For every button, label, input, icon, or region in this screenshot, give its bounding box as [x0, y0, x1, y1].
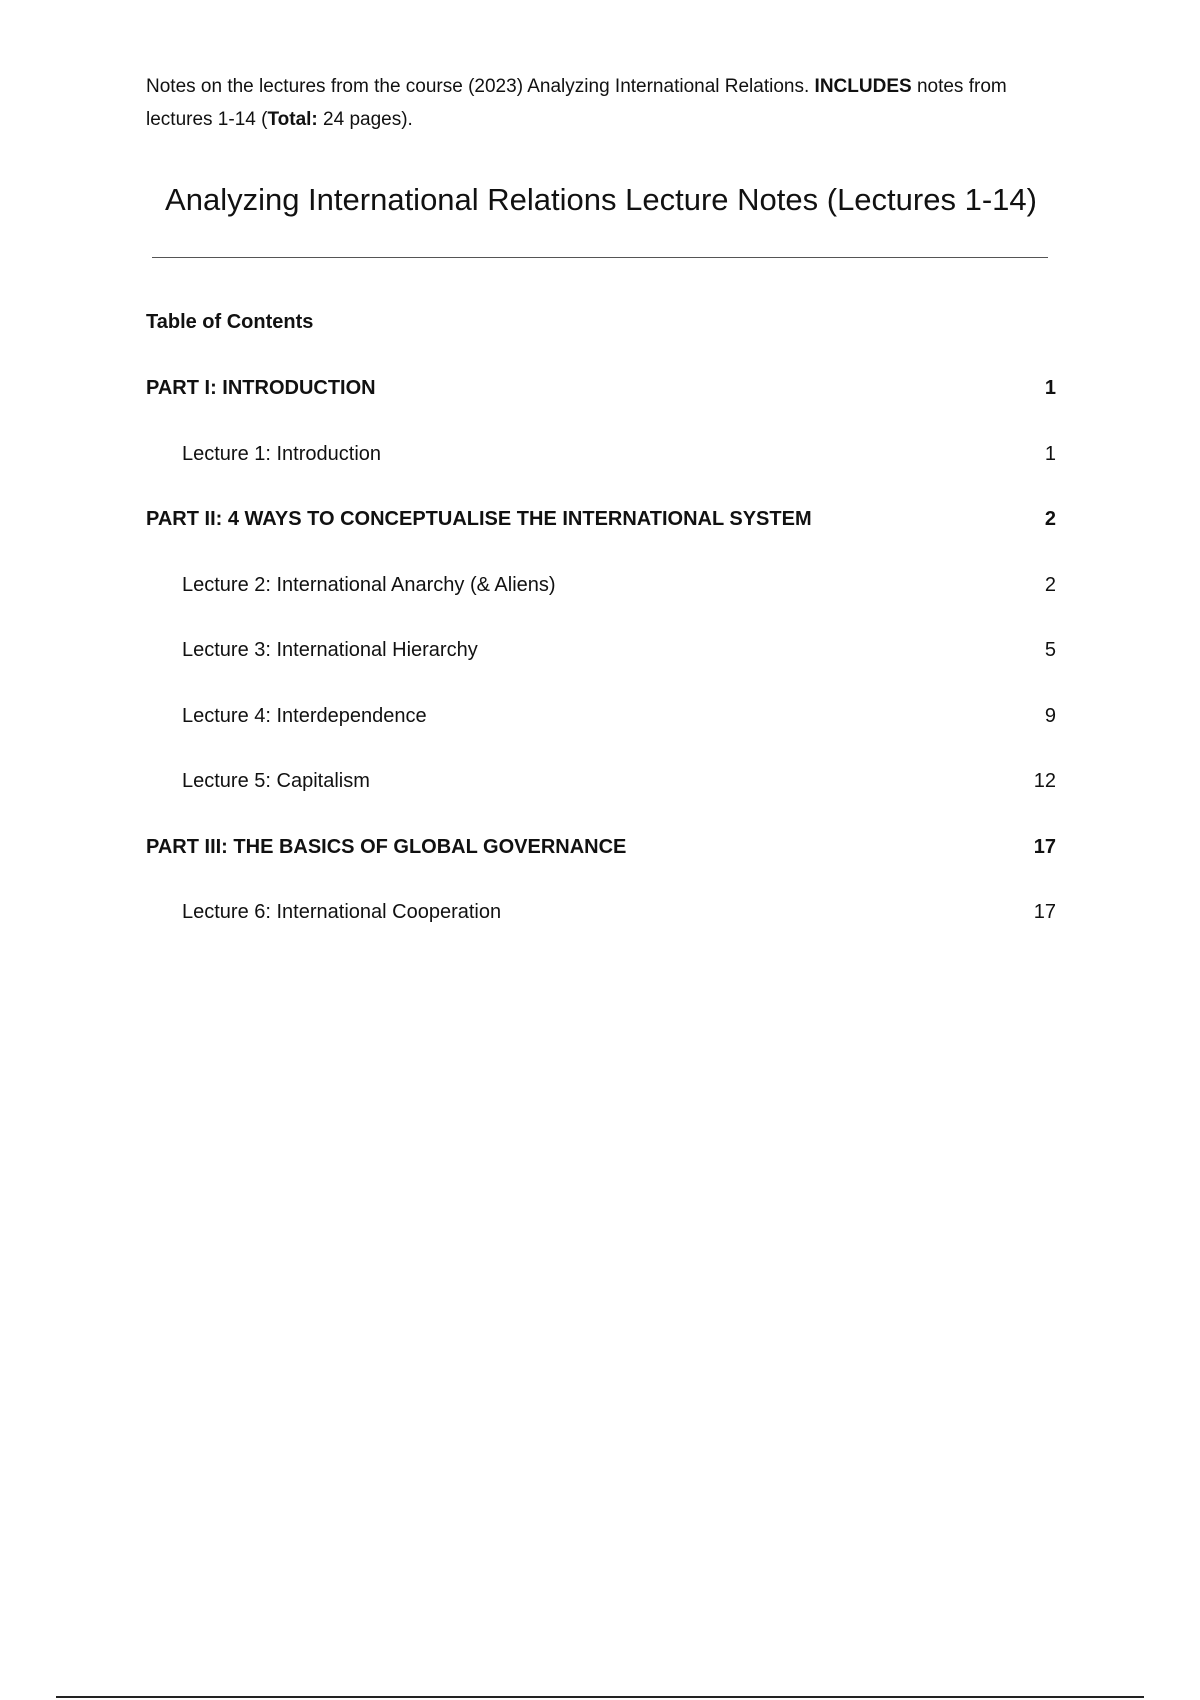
- toc-entry-label: Lecture 5: Capitalism: [182, 770, 370, 792]
- toc-heading: Table of Contents: [146, 311, 314, 333]
- toc-entry-page: 17: [1033, 835, 1056, 858]
- toc-entry-label: Lecture 2: International Anarchy (& Aliens): [182, 573, 556, 596]
- toc-entry-page: 2: [1044, 573, 1056, 596]
- toc-entry-label: Lecture 4: Interdependence: [182, 704, 427, 727]
- toc-entry-label: PART III: THE BASICS OF GLOBAL GOVERNANCE: [146, 835, 627, 858]
- toc-entry-page: 2: [1044, 508, 1056, 530]
- toc-entry-lecture-4[interactable]: [146, 702, 1056, 768]
- toc-entry-lecture-6[interactable]: [146, 898, 1056, 964]
- intro-bold-total: Total:: [267, 109, 318, 130]
- toc-entry-label: PART II: 4 WAYS TO CONCEPTUALISE THE INTERNATIONAL SYSTEM: [146, 508, 812, 530]
- intro-text-3: 24 pages).: [317, 109, 413, 130]
- toc-entry-lecture-3[interactable]: [146, 636, 1056, 702]
- toc-entry-label: Lecture 3: International Hierarchy: [182, 639, 478, 661]
- page-bottom-divider: [56, 1696, 1144, 1698]
- toc-entry-label: Lecture 6: International Cooperation: [182, 901, 502, 923]
- toc-entry-page: 9: [1044, 704, 1056, 727]
- toc-entry-lecture-1[interactable]: [146, 440, 1056, 506]
- intro-paragraph: [146, 70, 1066, 136]
- toc-entry-label: Lecture 1: Introduction: [182, 442, 382, 465]
- toc-entry-label: PART I: INTRODUCTION: [146, 377, 376, 399]
- toc-entry-part-2[interactable]: [146, 505, 1056, 571]
- title-divider: [152, 257, 1048, 258]
- toc-entry-lecture-5[interactable]: [146, 767, 1056, 833]
- toc-entry-page: 1: [1044, 442, 1056, 465]
- toc-entry-page: 12: [1033, 770, 1056, 792]
- toc-entry-part-3[interactable]: [146, 833, 1056, 899]
- intro-text-2: notes from lectures 1-14 (: [146, 76, 1007, 130]
- intro-bold-includes: INCLUDES: [814, 76, 912, 97]
- toc-entry-page: 5: [1044, 639, 1056, 661]
- toc-entry-part-1[interactable]: [146, 374, 1056, 440]
- document-title: Analyzing International Relations Lecture Notes (Lectures 1-14): [165, 182, 1037, 217]
- table-of-contents: [146, 374, 1056, 964]
- intro-text-1: Notes on the lectures from the course (2023) Analyzing International Relations.: [146, 76, 815, 97]
- toc-entry-lecture-2[interactable]: [146, 571, 1056, 637]
- toc-entry-page: 17: [1033, 901, 1056, 923]
- toc-entry-page: 1: [1044, 377, 1056, 399]
